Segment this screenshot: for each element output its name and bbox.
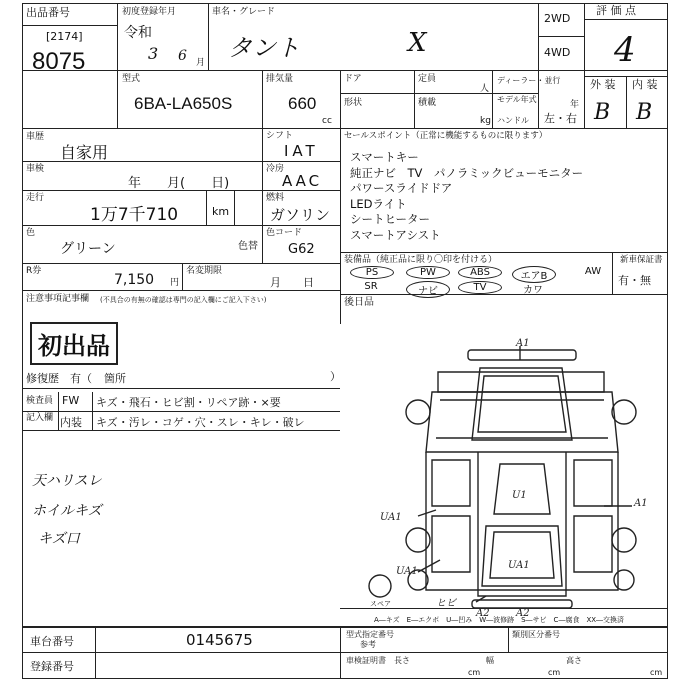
capacity-unit: 人 [480, 84, 490, 94]
equip-navi: ナビ [406, 281, 450, 298]
damage-mark: A2 [516, 608, 530, 619]
sales-points-title: セールスポイント（正常に機能するものに限ります） [344, 131, 548, 141]
dims-label: 車検証明書 [346, 656, 386, 665]
inspector-label-top: 検査員 [26, 396, 54, 406]
reg-month: 6 [178, 48, 187, 64]
year-unit: 年 [570, 100, 580, 110]
width-label: 幅 [486, 656, 494, 665]
sales-point: シートヒーター [350, 212, 431, 226]
repair-label: 修復歴 有（ [26, 372, 92, 385]
inspection-value: 年 月( 日) [128, 176, 230, 191]
drive-2wd: 2WD [544, 12, 571, 25]
equip-leather: カワ [523, 285, 543, 296]
equip-ps: PS [350, 266, 394, 279]
height-unit: cm [650, 668, 663, 677]
category-label: 類別区分番号 [512, 630, 560, 639]
length-label: 長さ [394, 656, 410, 665]
damage-mark: UA1 [508, 560, 530, 571]
damage-mark: UA1 [380, 512, 402, 523]
sales-point: スマートアシスト [350, 227, 441, 242]
yen-unit: 円 [170, 278, 180, 288]
sales-point: 純正ナビ TV パノラミックビューモニター [350, 165, 584, 180]
equip-aw: AW [584, 266, 602, 277]
mileage-unit: km [212, 205, 230, 218]
damage-mark: A1 [516, 338, 530, 349]
sales-point: LEDライト [350, 196, 407, 211]
damage-mark: ヒビ [436, 598, 456, 609]
score-value: 4 [614, 30, 636, 70]
equip-pw: PW [406, 266, 450, 279]
history-value: 自家用 [60, 143, 109, 162]
fw-items: キズ・飛石・ヒビ割・リペア跡・×要 [96, 396, 281, 409]
reg-year: 3 [148, 44, 159, 63]
ac-label: 冷房 [266, 164, 285, 174]
damage-mark: UA1 [396, 566, 418, 577]
equip-airbag: エアB [512, 266, 556, 283]
warranty-label: 新車保証書 [620, 255, 663, 265]
recycle-label: R券 [26, 266, 42, 276]
damage-mark: A1 [634, 498, 648, 509]
handle-value: 左・右 [544, 112, 577, 125]
car-name: タント [228, 34, 300, 62]
lot-number: 8075 [32, 48, 86, 75]
recycle-value: 7,150 [114, 272, 155, 288]
repair-unit: 箇所 [104, 372, 126, 385]
color-code-label: 色コード [266, 228, 303, 238]
equip-sr: SR [364, 281, 378, 292]
chassis-label: 車台番号 [30, 635, 74, 648]
displacement-value: 660 [288, 94, 317, 113]
interior-label: 内 装 [632, 78, 658, 91]
first-reg-label: 初度登録年月 [122, 7, 177, 17]
rear-label: 後日品 [344, 297, 374, 308]
cc-unit: cc [322, 116, 332, 126]
damage-mark: A2 [476, 608, 490, 619]
capacity-label: 定員 [418, 74, 437, 84]
color-label: 色 [26, 228, 36, 238]
mileage-label: 走行 [26, 193, 45, 203]
handle-label: ハンドル [497, 116, 529, 125]
dealer-label: ディーラー・並行 [497, 76, 561, 85]
fuel-value: ガソリン [270, 206, 331, 224]
interior-items: キズ・汚レ・コゲ・穴・スレ・キレ・破レ [96, 416, 305, 429]
model-label: 型式 [122, 74, 141, 84]
shift-value: IAT [284, 142, 319, 160]
chassis-value: 0145675 [186, 631, 253, 649]
reg-label: 登録番号 [30, 660, 74, 673]
damage-mark: U1 [512, 490, 527, 501]
handwritten-note: キズ口 [38, 531, 80, 547]
exterior-label: 外 装 [590, 78, 616, 91]
ac-value: AAC [282, 172, 323, 190]
exterior-grade: B [594, 100, 611, 125]
width-unit: cm [548, 668, 561, 677]
drive-4wd: 4WD [544, 46, 571, 59]
first-listing-text: 初出品 [38, 331, 110, 360]
name-grade-label: 車名・グレード [212, 7, 276, 17]
load-unit: kg [480, 116, 491, 126]
equipment-title: 装備品（純正品に限り〇印を付ける） [344, 255, 498, 265]
shape-label: 形状 [344, 98, 363, 108]
load-label: 積載 [418, 98, 437, 108]
sales-point: スマートキー [350, 150, 419, 164]
inspector-label-bottom: 記入欄 [26, 413, 54, 423]
color-code-value: G62 [288, 242, 315, 257]
shift-label: シフト [266, 131, 294, 141]
lot-sub: [2174] [46, 30, 83, 43]
model-designation-label: 型式指定番号 [346, 630, 394, 639]
score-label: 評 価 点 [596, 4, 636, 17]
fw-label: FW [62, 394, 80, 407]
lot-label: 出品番号 [26, 6, 70, 19]
equip-abs: ABS [458, 266, 502, 279]
history-label: 車歴 [26, 132, 45, 142]
damage-mark: スペア [370, 600, 391, 608]
reference-label: 参考 [360, 640, 376, 649]
fuel-label: 燃料 [266, 193, 285, 203]
model-year-label: モデル年式 [497, 95, 537, 104]
handwritten-note: ホイルキズ [32, 503, 102, 519]
height-label: 高さ [566, 656, 582, 665]
inspection-label: 車検 [26, 164, 45, 174]
sales-point: パワースライドドア [350, 181, 453, 195]
color-value: グリーン [60, 241, 116, 257]
era: 令和 [124, 25, 152, 41]
month-unit: 月 [196, 58, 206, 68]
displacement-label: 排気量 [266, 74, 294, 84]
door-label: ドア [344, 74, 362, 84]
notes-subtitle: (不具合の有無の確認は専門の記入欄にご記入下さい) [100, 296, 267, 304]
damage-legend: A―キズ E―エクボ U―凹み W―波修跡 S―サビ C―腐食 XX―交換済 [374, 616, 625, 624]
warranty-value: 有・無 [618, 274, 651, 287]
equip-tv: TV [458, 281, 502, 294]
cancel-date: 月 日 [270, 276, 314, 289]
repair-close: ） [330, 370, 341, 383]
model-value: 6BA-LA650S [134, 94, 233, 113]
length-unit: cm [468, 668, 481, 677]
interior-grade: B [636, 100, 653, 125]
notes-title: 注意事項記事欄 [26, 294, 90, 304]
mileage-value: 1万7千710 [90, 205, 179, 225]
cancel-label: 名変期限 [186, 266, 223, 276]
interior-inspect-label: 内装 [60, 416, 82, 429]
color-change-label: 色替 [238, 241, 258, 252]
handwritten-note: 天ハリスレ [32, 473, 102, 489]
grade: X [408, 28, 427, 58]
